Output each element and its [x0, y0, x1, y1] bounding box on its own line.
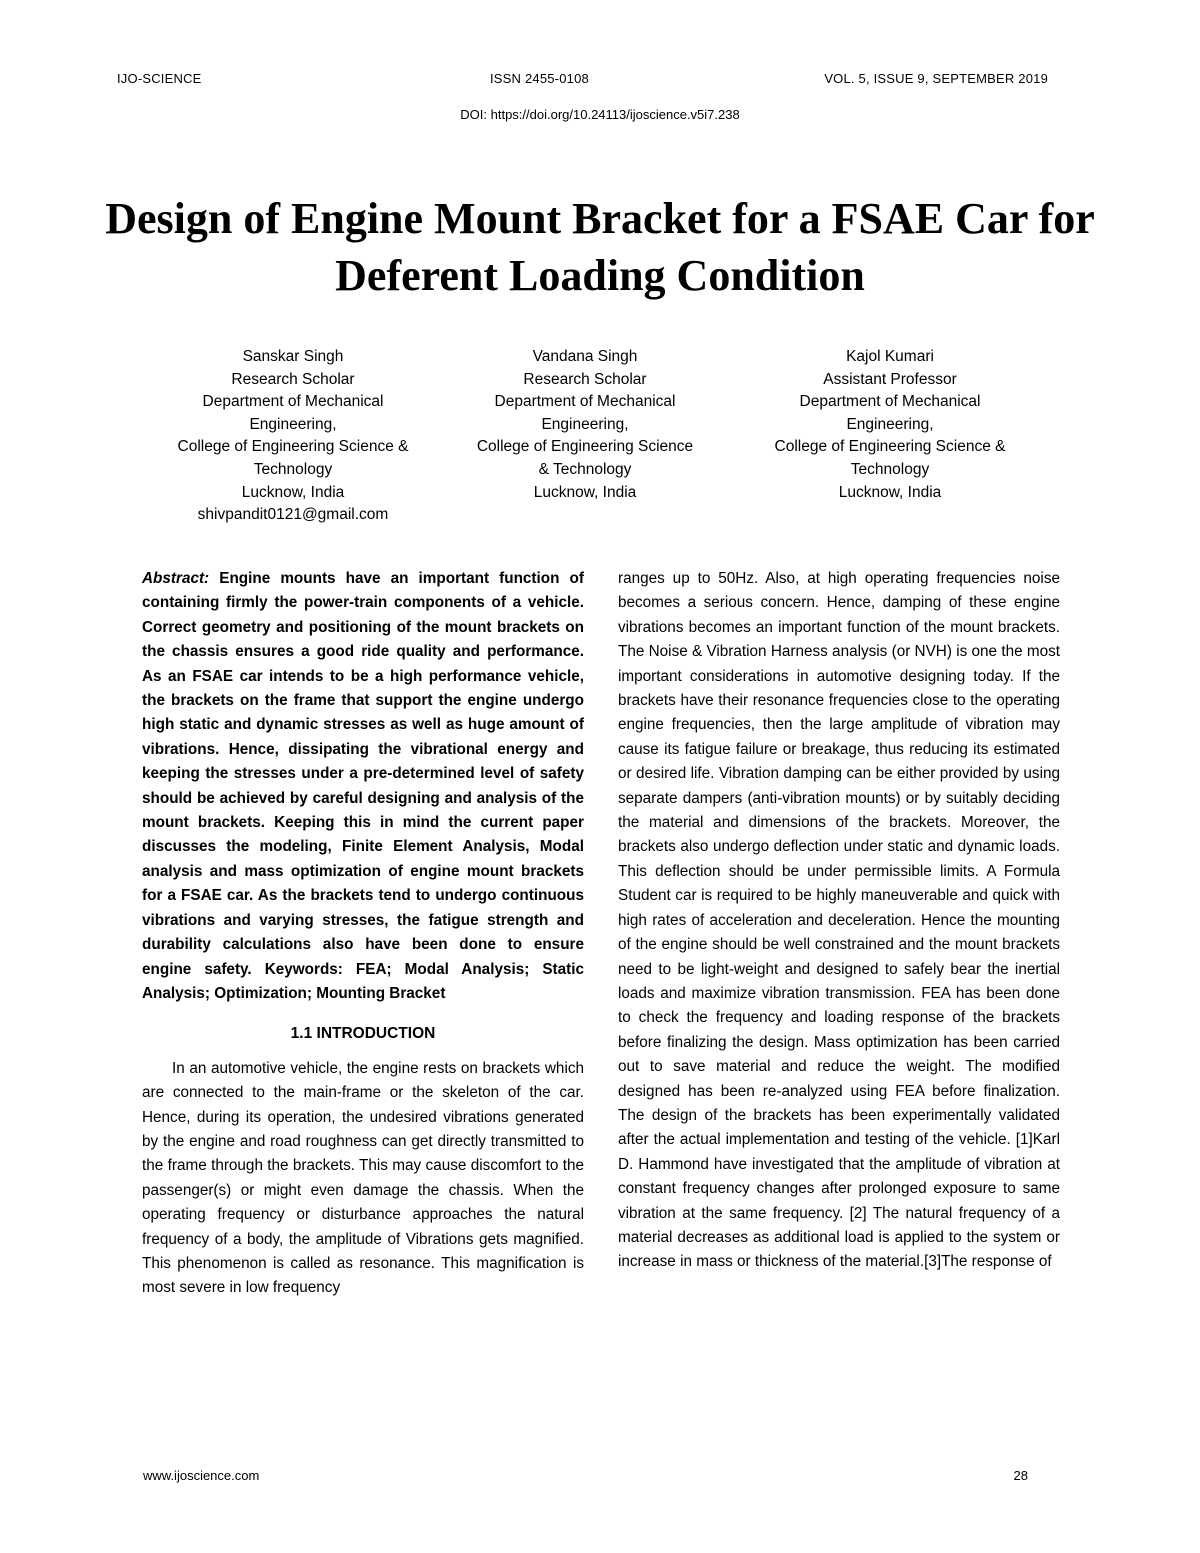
abstract-label: Abstract:: [142, 570, 210, 587]
author-college: College of Engineering Science &: [177, 438, 409, 456]
author-location: Lucknow, India: [838, 483, 942, 501]
author-role: Assistant Professor: [823, 370, 957, 388]
journal-name: IJO-SCIENCE: [117, 71, 202, 86]
paper-title: Design of Engine Mount Bracket for a FSAE Car for Deferent Loading Condition: [105, 194, 1095, 300]
author-college-cont: Technology: [850, 460, 930, 478]
author-dept-cont: Engineering,: [249, 415, 337, 433]
volume-issue: VOL. 5, ISSUE 9, SEPTEMBER 2019: [824, 71, 1048, 86]
page-number: 28: [1013, 1468, 1028, 1483]
author-location: Lucknow, India: [241, 483, 345, 501]
section-heading-introduction: 1.1 INTRODUCTION: [290, 1025, 436, 1043]
right-column: [618, 567, 1060, 1275]
author-college-cont: Technology: [253, 460, 333, 478]
author-dept: Department of Mechanical: [494, 393, 676, 411]
author-2: [440, 346, 730, 504]
author-college: College of Engineering Science &: [774, 438, 1006, 456]
intro-paragraph-left: In an automotive vehicle, the engine rests on brackets which are connected to the main-frame or the skeleton of the car. Hence, during its operation, the undesired vibrations generated by the engine and road roughness can get directly transmitted to the frame through the brackets. This may cause discomfort to the passenger(s) or might even damage the chassis. When the operating frequency or disturbance approaches the natural frequency of a body, the amplitude of Vibrations gets magnified. This phenomenon is called as resonance. This magnification is most severe in low frequency: [142, 1059, 584, 1297]
author-3: [745, 346, 1035, 504]
author-dept: Department of Mechanical: [202, 393, 384, 411]
doi-link[interactable]: DOI: https://doi.org/10.24113/ijoscience.v5i7.238: [460, 107, 740, 122]
author-dept-cont: Engineering,: [846, 415, 934, 433]
author-college-cont: & Technology: [538, 460, 632, 478]
footer-website[interactable]: www.ijoscience.com: [143, 1468, 260, 1483]
author-role: Research Scholar: [523, 370, 647, 388]
left-column: [142, 567, 584, 1301]
author-name: Vandana Singh: [532, 348, 638, 365]
author-email[interactable]: shivpandit0121@gmail.com: [197, 506, 389, 524]
author-dept-cont: Engineering,: [541, 415, 629, 433]
author-1: [148, 346, 438, 527]
author-role: Research Scholar: [231, 370, 355, 388]
author-name: Sanskar Singh: [242, 348, 344, 365]
issn: ISSN 2455-0108: [490, 71, 589, 86]
abstract: [142, 567, 584, 1006]
intro-paragraph-right: ranges up to 50Hz. Also, at high operating frequencies noise becomes a serious concern. Hence, damping of these engine vibrations becomes an important function of the mount brackets. The Noise & Vibration Harness analysis (or NVH) is one the most important considerations in automotive designing today. If the brackets have their resonance frequencies close to the operating engine frequencies, then the large amplitude of vibration may cause its fatigue failure or breakage, thus reducing its estimated or desired life. Vibration damping can be either provided by using separate dampers (anti-vibration mounts) or by suitably deciding the material and dimensions of the brackets. Moreover, the brackets also undergo deflection under static and dynamic loads. This deflection should be under permissible limits. A Formula Student car is required to be highly maneuverable and quick with high rates of acceleration and deceleration. Hence the mounting of the engine should be well constrained and the mount brackets need to be light-weight and designed to safely bear the inertial loads and maximize vibration transmission. FEA has been done to check the frequency and loading response of the brackets before finalizing the design. Mass optimization has been carried out to save material and reduce the weight. The modified designed has been re-analyzed using FEA before finalization. The design of the brackets has been experimentally validated after the actual implementation and testing of the vehicle. [1]Karl D. Hammond have investigated that the amplitude of vibration at constant frequency changes after prolonged exposure to same vibration at the same frequency. [2] The natural frequency of a material decreases as additional load is applied to the system or increase in mass or thickness of the material.[3]The response of: [618, 570, 1060, 1271]
author-dept: Department of Mechanical: [799, 393, 981, 411]
author-location: Lucknow, India: [533, 483, 637, 501]
abstract-text: Engine mounts have an important function of containing firmly the power-train components of a vehicle. Correct geometry and positioning of the mount brackets on the chassis ensures a good ride quality and performance. As an FSAE car intends to be a high performance vehicle, the brackets on the frame that support the engine undergo high static and dynamic stresses as well as huge amount of vibrations. Hence, dissipating the vibrational energy and keeping the stresses under a pre-determined level of safety should be achieved by careful designing and analysis of the mount brackets. Keeping this in mind the current paper discusses the modeling, Finite Element Analysis, Modal analysis and mass optimization of engine mount brackets for a FSAE car. As the brackets tend to undergo continuous vibrations and varying stresses, the fatigue strength and durability calculations also have been done to ensure engine safety. Keywords: FEA; Modal Analysis; Static Analysis; Optimization; Mounting Bracket: [142, 570, 584, 1002]
author-name: Kajol Kumari: [846, 348, 934, 365]
author-college: College of Engineering Science: [476, 438, 694, 456]
